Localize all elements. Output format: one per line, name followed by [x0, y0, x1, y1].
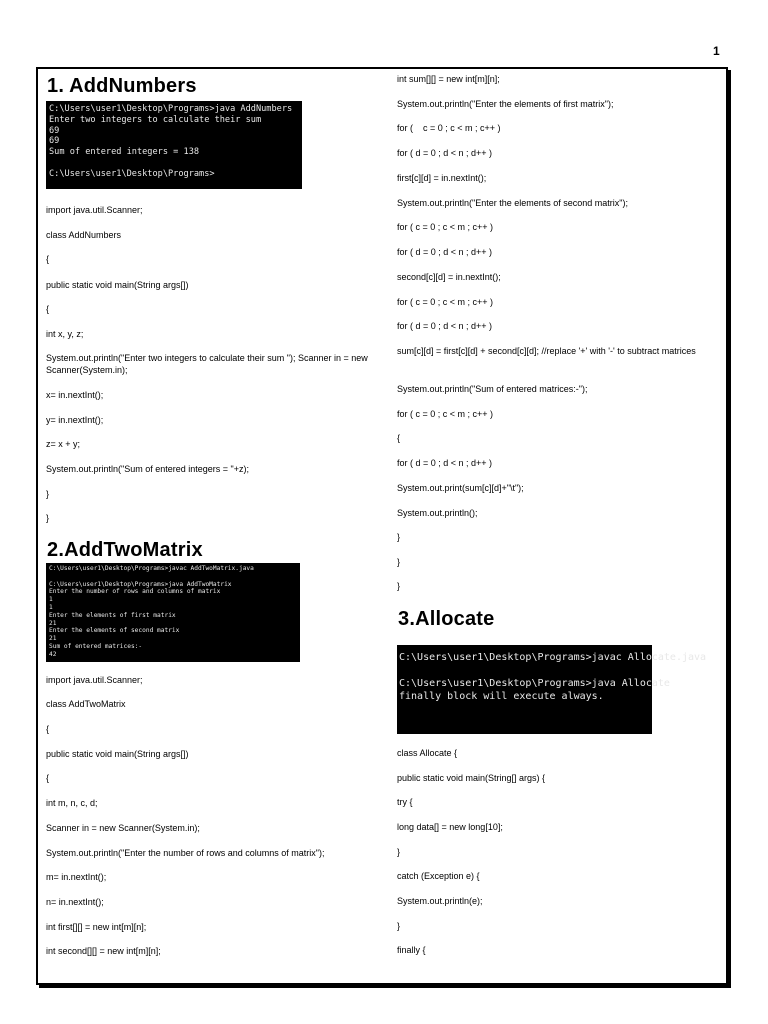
code-line: for ( c = 0 ; c < m ; c++ ) [397, 409, 494, 419]
code-line: int sum[][] = new int[m][n]; [397, 74, 500, 84]
code-line: for ( d = 0 ; d < n ; d++ ) [397, 247, 493, 257]
code-line: public static void main(String args[]) [46, 749, 189, 759]
code-line: System.out.println("Enter the elements of first matrix"); [397, 99, 614, 109]
code-line: for ( c = 0 ; c < m ; c++ ) [397, 297, 494, 307]
terminal-line: 1 [49, 596, 53, 604]
code-line: } [397, 532, 401, 542]
code-line: finally { [397, 945, 426, 955]
code-line: { [46, 724, 50, 734]
code-line: { [397, 433, 401, 443]
terminal-line: C:\Users\user1\Desktop\Programs>javac AddTwoMatrix.java [49, 565, 254, 572]
page-number: 1 [713, 44, 720, 58]
code-line: } [397, 557, 401, 567]
code-line: int first[][] = new int[m][n]; [46, 922, 147, 932]
code-line: for ( d = 0 ; d < n ; d++ ) [397, 458, 493, 468]
code-line: z= x + y; [46, 439, 81, 449]
code-line: System.out.println(); [397, 508, 478, 518]
terminal-line: Sum of entered integers = 138 [49, 147, 200, 158]
terminal-line [49, 158, 302, 169]
terminal-line: C:\Users\user1\Desktop\Programs> [49, 168, 215, 179]
terminal-output-addnumbers [46, 101, 302, 189]
code-line: Scanner in = new Scanner(System.in); [46, 823, 200, 833]
code-line: } [46, 489, 50, 499]
code-line: for ( d = 0 ; d < n ; d++ ) [397, 148, 493, 158]
terminal-line: 21 [49, 619, 57, 627]
code-line: int second[][] = new int[m][n]; [46, 946, 161, 956]
terminal-line: C:\Users\user1\Desktop\Programs>java Allocate [399, 678, 670, 689]
terminal-line: Enter the elements of first matrix [49, 611, 176, 619]
terminal-line: C:\Users\user1\Desktop\Programs>java AddNumbers [49, 104, 293, 114]
section-title-addtwomatrix: 2.AddTwoMatrix [47, 539, 203, 561]
terminal-line: C:\Users\user1\Desktop\Programs>javac Allocate.java [399, 652, 707, 663]
code-line: public static void main(String[] args) { [397, 773, 546, 783]
code-line: } [397, 581, 401, 591]
code-line: y= in.nextInt(); [46, 415, 104, 425]
code-line: first[c][d] = in.nextInt(); [397, 173, 487, 183]
code-line: for ( c = 0 ; c < m ; c++ ) [397, 222, 494, 232]
terminal-line [399, 664, 652, 677]
terminal-line [49, 573, 300, 581]
code-line: System.out.print(sum[c][d]+"\t"); [397, 483, 524, 493]
code-line: class AddNumbers [46, 230, 122, 240]
code-line: System.out.println(e); [397, 896, 483, 906]
code-line: catch (Exception e) { [397, 871, 480, 881]
terminal-line: Enter the elements of second matrix [49, 627, 180, 635]
code-line: sum[c][d] = first[c][d] + second[c][d]; //replace '+' with '-' to subtract matrices [397, 346, 696, 356]
code-line: System.out.println("Enter two integers to calculate their sum "); Scanner in = new Scanner(System.in); [46, 353, 371, 375]
code-line: n= in.nextInt(); [46, 897, 104, 907]
code-line: System.out.println("Sum of entered matrices:-"); [397, 384, 588, 394]
section-title-addnumbers: 1. AddNumbers [47, 75, 197, 97]
terminal-line: C:\Users\user1\Desktop\Programs>java AddTwoMatrix [49, 580, 232, 588]
section-title-allocate: 3.Allocate [398, 608, 495, 630]
code-line: import java.util.Scanner; [46, 205, 143, 215]
terminal-line: Enter two integers to calculate their sum [49, 114, 262, 125]
terminal-line: 21 [49, 635, 57, 643]
code-line: { [46, 254, 50, 264]
code-line: } [397, 847, 401, 857]
code-line: int m, n, c, d; [46, 798, 98, 808]
terminal-line: 69 [49, 136, 60, 147]
code-line: m= in.nextInt(); [46, 872, 107, 882]
code-line: { [46, 304, 50, 314]
code-line: System.out.println("Sum of entered integers = "+z); [46, 464, 249, 474]
code-line: class AddTwoMatrix [46, 699, 126, 709]
code-line: } [397, 921, 401, 931]
code-line: try { [397, 797, 413, 807]
terminal-output-allocate [397, 645, 707, 734]
terminal-output-addtwomatrix [46, 563, 300, 662]
terminal-line: Enter the number of rows and columns of matrix [49, 588, 221, 596]
terminal-line: Sum of entered matrices:- [49, 642, 143, 650]
code-line: int x, y, z; [46, 329, 84, 339]
code-line: x= in.nextInt(); [46, 390, 104, 400]
code-line: class Allocate { [397, 748, 458, 758]
code-line: for ( d = 0 ; d < n ; d++ ) [397, 321, 493, 331]
terminal-line: 1 [49, 603, 53, 611]
code-line: System.out.println("Enter the elements of second matrix"); [397, 198, 628, 208]
code-line: for ( c = 0 ; c < m ; c++ ) [397, 123, 501, 133]
code-line: second[c][d] = in.nextInt(); [397, 272, 501, 282]
terminal-line: 69 [49, 125, 60, 136]
terminal-line: 42 [49, 650, 57, 658]
terminal-line: finally block will execute always. [399, 691, 604, 702]
code-line: System.out.println("Enter the number of rows and columns of matrix"); [46, 848, 325, 858]
code-line: public static void main(String args[]) [46, 280, 189, 290]
code-line: } [46, 513, 50, 523]
code-line: { [46, 773, 50, 783]
code-line: long data[] = new long[10]; [397, 822, 503, 832]
code-line: import java.util.Scanner; [46, 675, 143, 685]
